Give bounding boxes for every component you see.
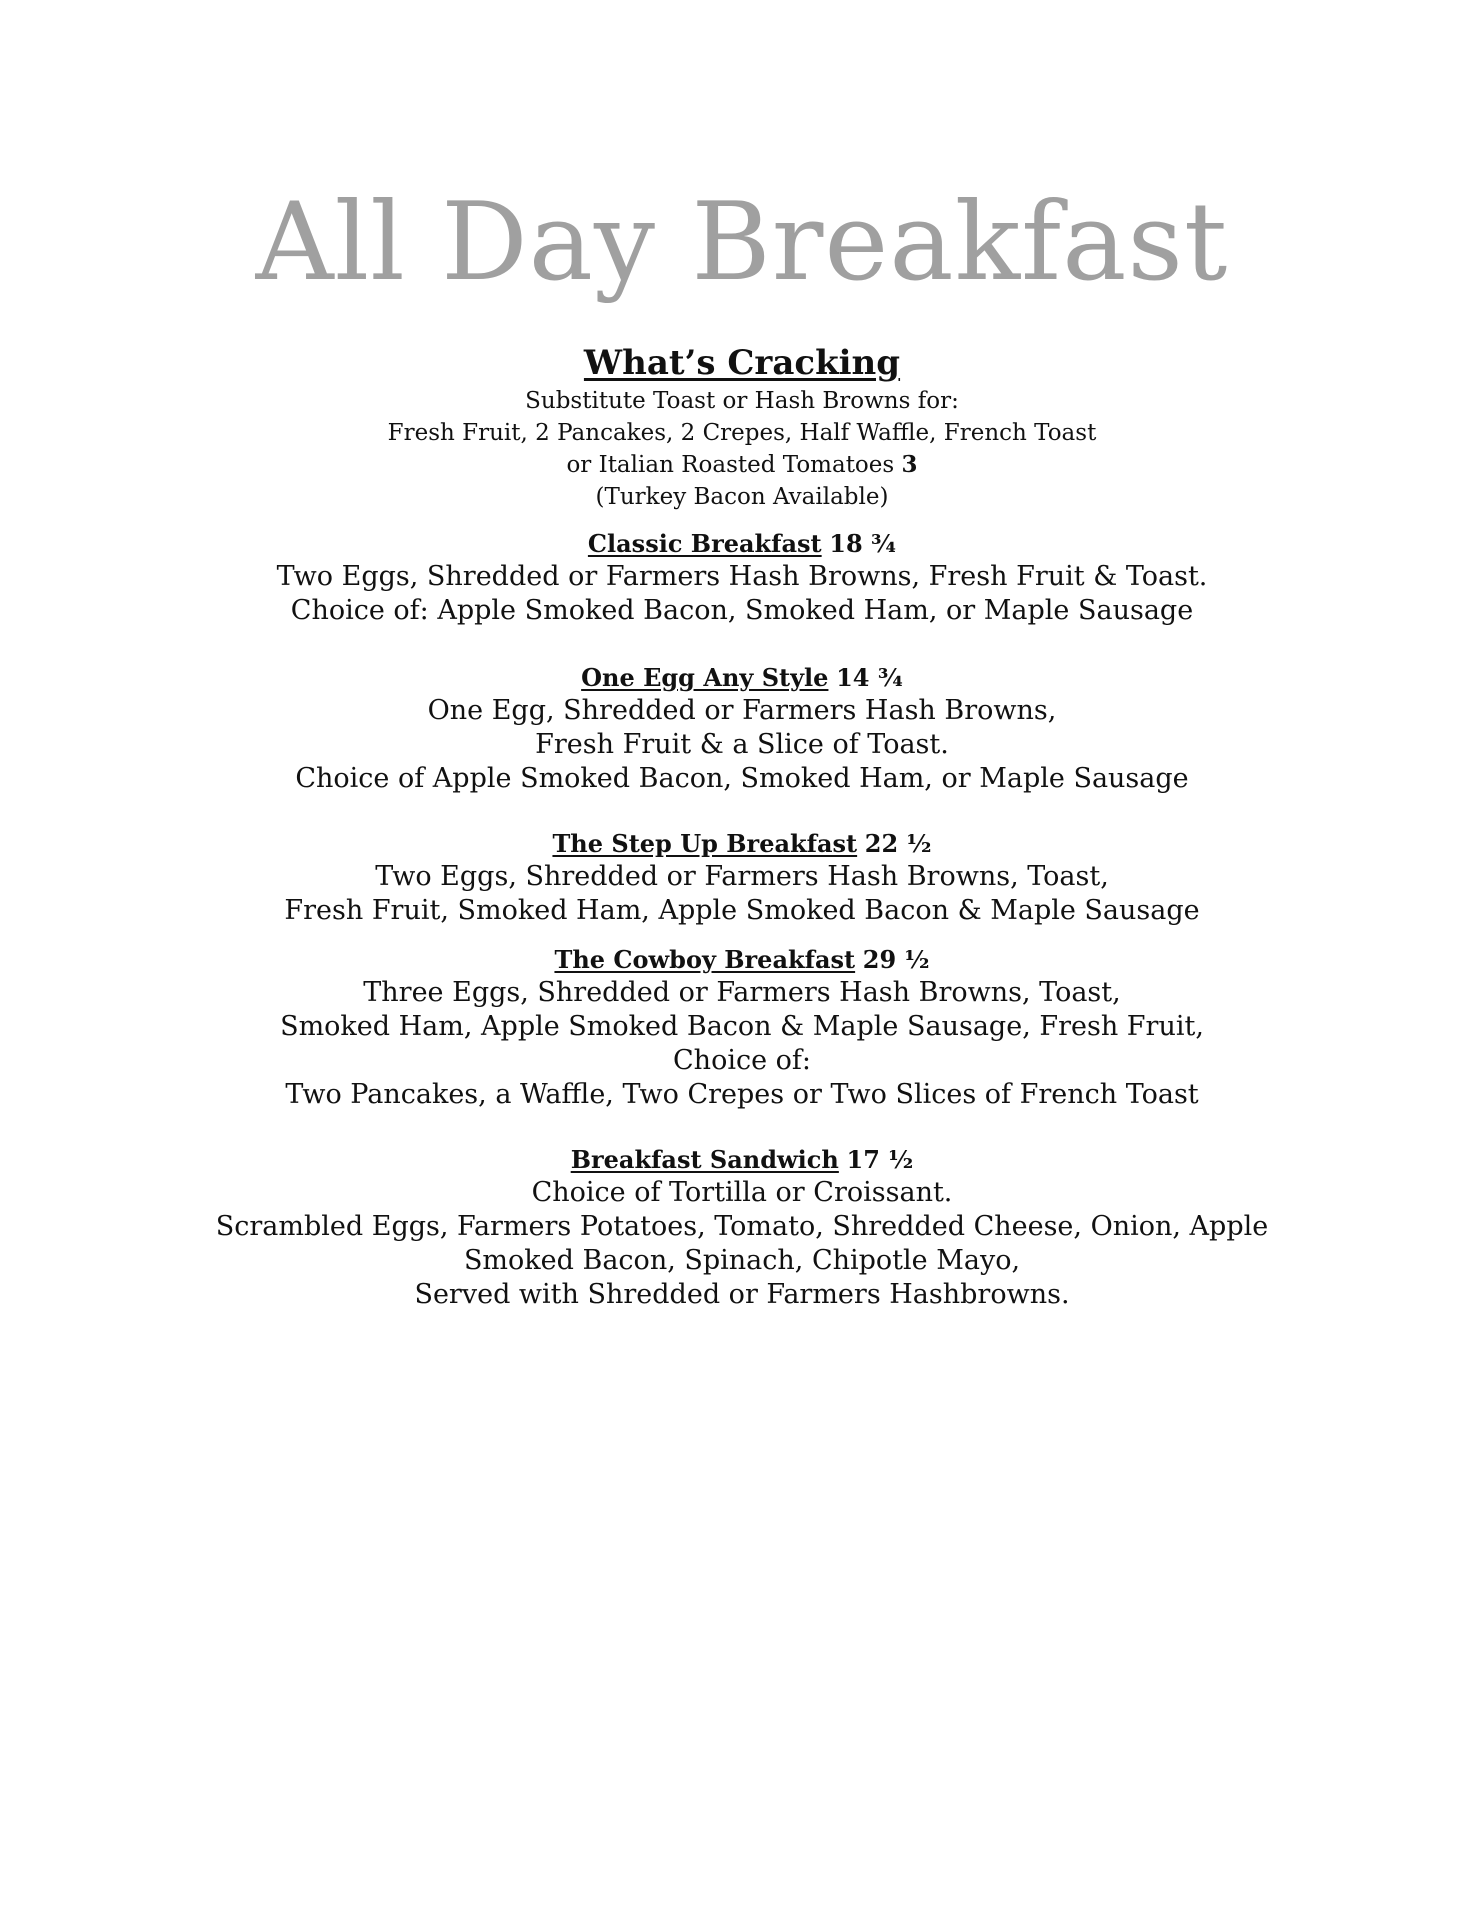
- menu-item-description: Smoked Bacon, Spinach, Chipotle Mayo,: [463, 1245, 1021, 1276]
- menu-item-cowboy-breakfast: [0, 944, 1484, 1112]
- menu-item-price: 29 ½: [862, 945, 930, 974]
- substitute-price: 3: [901, 451, 918, 478]
- turkey-bacon-note: (Turkey Bacon Available): [595, 483, 889, 510]
- menu-item-price: 14 ¾: [836, 663, 903, 692]
- menu-item-description: Smoked Ham, Apple Smoked Bacon & Maple Sausage, Fresh Fruit,: [280, 1011, 1204, 1042]
- menu-item-name: Breakfast Sandwich: [570, 1145, 839, 1174]
- substitute-options: Fresh Fruit, 2 Pancakes, 2 Crepes, Half Waffle, French Toast: [387, 419, 1097, 446]
- menu-item-step-up-breakfast: [0, 828, 1484, 928]
- menu-item-description: Two Eggs, Shredded or Farmers Hash Browns, Fresh Fruit & Toast.: [276, 561, 1208, 592]
- menu-item-name: The Cowboy Breakfast: [554, 945, 856, 974]
- substitute-note: Substitute Toast or Hash Browns for:: [525, 388, 959, 414]
- menu-item-name: One Egg Any Style: [581, 663, 829, 692]
- menu-item-description: Three Eggs, Shredded or Farmers Hash Browns, Toast,: [363, 977, 1121, 1008]
- menu-item-header: [0, 528, 1484, 560]
- menu-item-name: The Step Up Breakfast: [552, 829, 858, 858]
- substitute-options-text: or Italian Roasted Tomatoes: [566, 452, 902, 478]
- substitute-options-cont: [0, 449, 1484, 482]
- menu-item-price: 18 ¾: [829, 529, 897, 558]
- whats-cracking-section: [0, 340, 1484, 513]
- menu-item-price: 17 ½: [846, 1145, 914, 1174]
- menu-item-description: Choice of Apple Smoked Bacon, Smoked Ham, or Maple Sausage: [295, 763, 1189, 794]
- menu-item-name: Classic Breakfast: [587, 529, 822, 558]
- menu-item-description: Choice of: Apple Smoked Bacon, Smoked Ham, or Maple Sausage: [290, 595, 1194, 626]
- menu-item-description: Scrambled Eggs, Farmers Potatoes, Tomato, Shredded Cheese, Onion, Apple: [215, 1211, 1269, 1242]
- menu-item-classic-breakfast: [0, 528, 1484, 628]
- menu-item-description: Fresh Fruit & a Slice of Toast.: [535, 729, 949, 760]
- menu-item-description: Two Eggs, Shredded or Farmers Hash Browns, Toast,: [375, 861, 1109, 892]
- menu-item-header: [0, 828, 1484, 860]
- menu-item-description: Choice of:: [673, 1045, 811, 1076]
- menu-item-one-egg-any-style: [0, 662, 1484, 796]
- menu-item-price: 22 ½: [864, 829, 932, 858]
- menu-item-description: Two Pancakes, a Waffle, Two Crepes or Two Slices of French Toast: [285, 1079, 1199, 1110]
- menu-item-description: One Egg, Shredded or Farmers Hash Browns,: [427, 695, 1057, 726]
- menu-item-header: [0, 1144, 1484, 1176]
- menu-item-description: Fresh Fruit, Smoked Ham, Apple Smoked Bacon & Maple Sausage: [284, 895, 1200, 926]
- menu-item-description: Choice of Tortilla or Croissant.: [531, 1177, 953, 1208]
- page-title: All Day Breakfast: [255, 180, 1229, 305]
- menu-item-description: Served with Shredded or Farmers Hashbrowns.: [414, 1279, 1070, 1310]
- section-heading: What’s Cracking: [583, 343, 901, 383]
- menu-item-header: [0, 662, 1484, 694]
- menu-item-header: [0, 944, 1484, 976]
- menu-item-breakfast-sandwich: [0, 1144, 1484, 1312]
